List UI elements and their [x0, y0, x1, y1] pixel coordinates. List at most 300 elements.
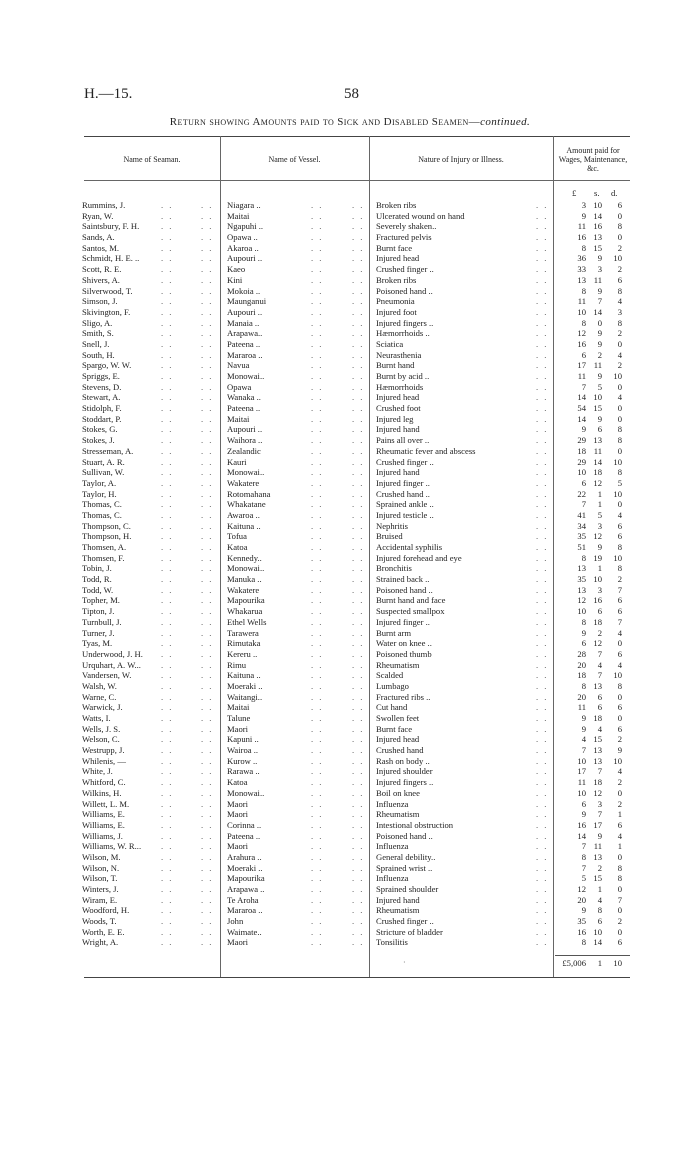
vessel-name: Waihora .. [227, 435, 263, 446]
vessel-name: Waimate.. [227, 926, 262, 937]
leader-dots: . . [352, 627, 365, 638]
amount-shillings: 3 [597, 798, 602, 809]
amount-pounds: 10 [577, 306, 586, 317]
injury-description: Burnt hand [376, 360, 415, 371]
amount-pence: 6 [617, 648, 622, 659]
amount-pounds: 16 [577, 338, 586, 349]
amount-pounds: 18 [577, 670, 586, 681]
amount-pence: 0 [617, 499, 622, 510]
leader-dots: . . [161, 691, 174, 702]
amount-shillings: 14 [593, 210, 602, 221]
amount-shillings: 15 [593, 403, 602, 414]
header-amount-paid: Amount paid for Wages, Maintenance, &c. [558, 145, 628, 173]
seaman-name: Williams, E. [82, 809, 125, 820]
amount-pence: 5 [617, 477, 622, 488]
amount-pence: 4 [617, 509, 622, 520]
amount-pounds: 3 [581, 200, 586, 210]
seaman-name: Snell, J. [82, 338, 110, 349]
leader-dots: . . [311, 777, 324, 788]
table-row [0, 221, 700, 232]
seaman-name: Schmidt, H. E. .. [82, 253, 140, 264]
table-row [0, 253, 700, 264]
seaman-name: Whilenis, — [82, 755, 126, 766]
leader-dots: . . [201, 242, 214, 253]
seaman-name: Taylor, A. [82, 477, 117, 488]
leader-dots: . . [352, 809, 365, 820]
injury-description: Injured head [376, 392, 420, 403]
amount-pounds: 20 [577, 659, 586, 670]
seaman-name: Woods, T. [82, 916, 117, 927]
vessel-name: Manaia .. [227, 317, 260, 328]
leader-dots: . . [311, 467, 324, 478]
leader-dots: . . [201, 766, 214, 777]
amount-pounds: 9 [581, 723, 586, 734]
leader-dots: . . [536, 253, 549, 264]
leader-dots: . . [311, 274, 324, 285]
vessel-name: Mokoia .. [227, 285, 261, 296]
leader-dots: . . [201, 413, 214, 424]
leader-dots: . . [161, 723, 174, 734]
leader-dots: . . [161, 830, 174, 841]
leader-dots: . . [352, 552, 365, 563]
table-row [0, 360, 700, 371]
injury-description: Rash on body .. [376, 755, 430, 766]
injury-description: Ulcerated wound on hand [376, 210, 465, 221]
leader-dots: . . [201, 627, 214, 638]
leader-dots: . . [536, 638, 549, 649]
leader-dots: . . [536, 713, 549, 723]
amount-pounds: 18 [577, 445, 586, 456]
amount-shillings: 16 [593, 221, 602, 232]
leader-dots: . . [161, 531, 174, 542]
amount-pence: 0 [617, 445, 622, 456]
injury-description: Stricture of bladder [376, 926, 443, 937]
leader-dots: . . [201, 798, 214, 809]
leader-dots: . . [536, 488, 549, 499]
amount-shillings: 13 [593, 435, 602, 446]
injury-description: Crushed hand .. [376, 488, 430, 499]
amount-pence: 0 [617, 713, 622, 723]
leader-dots: . . [161, 306, 174, 317]
injury-description: Injured fingers .. [376, 317, 434, 328]
unit-pence: d. [611, 188, 618, 198]
leader-dots: . . [352, 713, 365, 723]
leader-dots: . . [352, 670, 365, 681]
leader-dots: . . [352, 606, 365, 617]
amount-pence: 0 [617, 851, 622, 862]
leader-dots: . . [536, 477, 549, 488]
seaman-name: Simson, J. [82, 296, 118, 307]
leader-dots: . . [352, 702, 365, 713]
leader-dots: . . [311, 232, 324, 243]
amount-pence: 10 [613, 552, 622, 563]
amount-pence: 8 [617, 467, 622, 478]
amount-pence: 6 [617, 702, 622, 713]
leader-dots: . . [161, 659, 174, 670]
table-top-rule [84, 136, 630, 137]
leader-dots: . . [352, 413, 365, 424]
amount-pence: 7 [617, 584, 622, 595]
vessel-name: Pateena .. [227, 403, 261, 414]
leader-dots: . . [201, 606, 214, 617]
amount-pounds: 8 [581, 680, 586, 691]
table-row [0, 916, 700, 927]
leader-dots: . . [201, 691, 214, 702]
table-row [0, 628, 700, 639]
injury-description: Intestional obstruction [376, 819, 454, 830]
table-row [0, 286, 700, 297]
leader-dots: . . [352, 200, 365, 210]
leader-dots: . . [311, 488, 324, 499]
amount-shillings: 2 [597, 627, 602, 638]
amount-shillings: 18 [593, 777, 602, 788]
leader-dots: . . [352, 766, 365, 777]
leader-dots: . . [311, 745, 324, 756]
table-row [0, 553, 700, 564]
amount-shillings: 0 [597, 317, 602, 328]
table-row [0, 392, 700, 403]
leader-dots: . . [536, 702, 549, 713]
injury-description: Nephritis [376, 520, 408, 531]
amount-shillings: 7 [597, 809, 602, 820]
leader-dots: . . [161, 360, 174, 371]
amount-pounds: 16 [577, 232, 586, 243]
amount-pounds: 9 [581, 424, 586, 435]
leader-dots: . . [201, 841, 214, 852]
amount-pence: 6 [617, 274, 622, 285]
table-row [0, 296, 700, 307]
leader-dots: . . [201, 916, 214, 927]
leader-dots: . . [352, 328, 365, 339]
seaman-name: Rummins, J. [82, 200, 126, 210]
leader-dots: . . [311, 242, 324, 253]
amount-shillings: 4 [597, 894, 602, 905]
table-row [0, 382, 700, 393]
leader-dots: . . [536, 584, 549, 595]
vessel-name: Mapourika [227, 595, 265, 606]
leader-dots: . . [311, 424, 324, 435]
leader-dots: . . [352, 584, 365, 595]
leader-dots: . . [311, 595, 324, 606]
injury-description: Injured finger .. [376, 616, 430, 627]
injury-description: Broken ribs [376, 200, 417, 210]
leader-dots: . . [161, 841, 174, 852]
injury-description: Sprained wrist .. [376, 862, 433, 873]
amount-pence: 4 [617, 392, 622, 403]
amount-shillings: 11 [593, 841, 602, 852]
vessel-name: Rarawa .. [227, 766, 260, 777]
amount-pence: 6 [617, 819, 622, 830]
leader-dots: . . [536, 520, 549, 531]
leader-dots: . . [352, 777, 365, 788]
leader-dots: . . [352, 819, 365, 830]
leader-dots: . . [201, 306, 214, 317]
leader-dots: . . [536, 841, 549, 852]
injury-description: Sciatica [376, 338, 404, 349]
injury-description: Neurasthenia [376, 349, 422, 360]
leader-dots: . . [201, 616, 214, 627]
seaman-name: Thomsen, A. [82, 542, 127, 552]
seaman-name: Williams, E. [82, 819, 125, 830]
amount-shillings: 13 [593, 851, 602, 862]
leader-dots: . . [536, 766, 549, 777]
leader-dots: . . [161, 670, 174, 681]
leader-dots: . . [201, 595, 214, 606]
leader-dots: . . [161, 595, 174, 606]
vessel-name: Te Aroha [227, 894, 259, 905]
leader-dots: . . [201, 659, 214, 670]
leader-dots: . . [311, 648, 324, 659]
amount-shillings: 12 [593, 787, 602, 798]
leader-dots: . . [311, 819, 324, 830]
leader-dots: . . [161, 627, 174, 638]
leader-dots: . . [352, 616, 365, 627]
injury-description: Rheumatic fever and abscess [376, 445, 476, 456]
leader-dots: . . [161, 873, 174, 884]
amount-pounds: 8 [581, 616, 586, 627]
amount-shillings: 6 [597, 702, 602, 713]
injury-description: Injured head [376, 253, 420, 264]
leader-dots: . . [201, 574, 214, 585]
leader-dots: . . [201, 542, 214, 552]
leader-dots: . . [161, 403, 174, 414]
leader-dots: . . [352, 734, 365, 745]
leader-dots: . . [352, 905, 365, 916]
injury-description: Crushed foot [376, 403, 421, 414]
amount-pounds: 14 [577, 392, 586, 403]
vessel-name: Katoa [227, 777, 248, 788]
leader-dots: . . [352, 296, 365, 307]
vessel-name: Kennedy.. [227, 552, 262, 563]
injury-description: Swollen feet [376, 713, 420, 723]
leader-dots: . . [311, 937, 324, 948]
vessel-name: Aupouri .. [227, 306, 263, 317]
leader-dots: . . [161, 713, 174, 723]
leader-dots: . . [311, 456, 324, 467]
amount-pence: 6 [617, 520, 622, 531]
leader-dots: . . [201, 755, 214, 766]
vessel-name: Wakatere [227, 584, 260, 595]
table-row [0, 777, 700, 788]
table-row [0, 243, 700, 254]
amount-shillings: 14 [593, 937, 602, 948]
amount-pounds: 16 [577, 819, 586, 830]
table-row [0, 756, 700, 767]
injury-description: Injured shoulder [376, 766, 433, 777]
amount-pounds: 11 [577, 371, 586, 381]
amount-pounds: 8 [581, 937, 586, 948]
seaman-name: Scott, R. E. [82, 264, 122, 275]
amount-pence: 0 [617, 638, 622, 649]
injury-description: Accidental syphilis [376, 542, 443, 552]
leader-dots: . . [536, 531, 549, 542]
amount-pence: 6 [617, 606, 622, 617]
injury-description: Suspected smallpox [376, 606, 445, 617]
leader-dots: . . [536, 809, 549, 820]
amount-pounds: 8 [581, 242, 586, 253]
amount-pounds: 7 [581, 745, 586, 756]
amount-pounds: 17 [577, 360, 586, 371]
seaman-name: Stoddart, P. [82, 413, 122, 424]
leader-dots: . . [161, 296, 174, 307]
injury-description: Burnt face [376, 242, 413, 253]
amount-pence: 4 [617, 830, 622, 841]
vessel-name: Wakatere [227, 477, 260, 488]
amount-shillings: 15 [593, 734, 602, 745]
vessel-name: Monowai.. [227, 371, 265, 381]
leader-dots: . . [161, 200, 174, 210]
leader-dots: . . [311, 830, 324, 841]
seaman-name: Todd, R. [82, 574, 112, 585]
vessel-name: Navua [227, 360, 250, 371]
leader-dots: . . [536, 285, 549, 296]
vessel-name: Kauri [227, 456, 247, 467]
amount-shillings: 12 [593, 477, 602, 488]
leader-dots: . . [536, 338, 549, 349]
amount-pence: 2 [617, 328, 622, 339]
vessel-name: Ethel Wells [227, 616, 267, 627]
injury-description: Injured head [376, 734, 420, 745]
leader-dots: . . [201, 713, 214, 723]
leader-dots: . . [311, 766, 324, 777]
leader-dots: . . [536, 745, 549, 756]
amount-pence: 0 [617, 691, 622, 702]
leader-dots: . . [311, 552, 324, 563]
vessel-name: Corinna .. [227, 819, 262, 830]
leader-dots: . . [311, 627, 324, 638]
leader-dots: . . [536, 627, 549, 638]
vessel-name: Maitai [227, 702, 250, 713]
table-row [0, 328, 700, 339]
leader-dots: . . [161, 894, 174, 905]
seaman-name: Winters, J. [82, 884, 119, 894]
leader-dots: . . [201, 435, 214, 446]
leader-dots: . . [352, 424, 365, 435]
leader-dots: . . [536, 509, 549, 520]
leader-dots: . . [536, 232, 549, 243]
leader-dots: . . [201, 905, 214, 916]
leader-dots: . . [536, 905, 549, 916]
leader-dots: . . [201, 328, 214, 339]
stray-mark: · [403, 958, 406, 967]
vessel-name: Moeraki .. [227, 680, 263, 691]
amount-pence: 2 [617, 360, 622, 371]
leader-dots: . . [161, 242, 174, 253]
vessel-name: Kurow .. [227, 755, 258, 766]
injury-description: Tonsilitis [376, 937, 408, 948]
table-body [0, 200, 700, 948]
leader-dots: . . [201, 232, 214, 243]
leader-dots: . . [311, 210, 324, 221]
amount-pence: 0 [617, 381, 622, 392]
injury-description: Rheumatism [376, 809, 420, 820]
vessel-name: Kini [227, 274, 243, 285]
injury-description: Burnt face [376, 723, 413, 734]
leader-dots: . . [352, 851, 365, 862]
vessel-name: Rimu [227, 659, 247, 670]
leader-dots: . . [201, 338, 214, 349]
leader-dots: . . [201, 264, 214, 275]
amount-pounds: 6 [581, 477, 586, 488]
vessel-name: Arahura .. [227, 851, 262, 862]
amount-shillings: 6 [597, 916, 602, 927]
leader-dots: . . [311, 264, 324, 275]
table-row [0, 446, 700, 457]
leader-dots: . . [201, 937, 214, 948]
amount-pounds: 36 [577, 253, 586, 264]
leader-dots: . . [352, 873, 365, 884]
amount-shillings: 13 [593, 232, 602, 243]
seaman-name: Tipton, J. [82, 606, 115, 617]
amount-shillings: 9 [597, 328, 602, 339]
leader-dots: . . [311, 360, 324, 371]
table-row [0, 745, 700, 756]
table-row [0, 820, 700, 831]
leader-dots: . . [201, 563, 214, 574]
seaman-name: Shivers, A. [82, 274, 120, 285]
vessel-name: Waitangi.. [227, 691, 263, 702]
leader-dots: . . [161, 563, 174, 574]
leader-dots: . . [311, 296, 324, 307]
leader-dots: . . [536, 456, 549, 467]
injury-description: Burnt hand and face [376, 595, 446, 606]
seaman-name: Stuart, A. R. [82, 456, 125, 467]
leader-dots: . . [161, 745, 174, 756]
leader-dots: . . [311, 851, 324, 862]
leader-dots: . . [352, 542, 365, 552]
vessel-name: Aupouri .. [227, 424, 263, 435]
leader-dots: . . [161, 552, 174, 563]
leader-dots: . . [311, 905, 324, 916]
amount-pounds: 54 [577, 403, 586, 414]
leader-dots: . . [161, 916, 174, 927]
leader-dots: . . [311, 862, 324, 873]
leader-dots: . . [311, 670, 324, 681]
injury-description: Scalded [376, 670, 404, 681]
leader-dots: . . [311, 403, 324, 414]
leader-dots: . . [536, 755, 549, 766]
leader-dots: . . [311, 734, 324, 745]
amount-pence: 7 [617, 616, 622, 627]
table-title [0, 116, 700, 128]
amount-pence: 4 [617, 349, 622, 360]
amount-shillings: 12 [593, 638, 602, 649]
leader-dots: . . [201, 467, 214, 478]
leader-dots: . . [311, 787, 324, 798]
amount-pounds: 10 [577, 606, 586, 617]
leader-dots: . . [536, 328, 549, 339]
table-row [0, 766, 700, 777]
leader-dots: . . [311, 306, 324, 317]
table-row [0, 670, 700, 681]
table-row [0, 200, 700, 211]
leader-dots: . . [352, 274, 365, 285]
amount-pence: 6 [617, 531, 622, 542]
amount-shillings: 4 [597, 659, 602, 670]
amount-pounds: 10 [577, 467, 586, 478]
leader-dots: . . [536, 926, 549, 937]
leader-dots: . . [201, 552, 214, 563]
injury-description: Sprained shoulder [376, 884, 439, 894]
amount-pounds: 7 [581, 841, 586, 852]
leader-dots: . . [161, 210, 174, 221]
injury-description: Cut hand [376, 702, 408, 713]
leader-dots: . . [536, 574, 549, 585]
amount-shillings: 13 [593, 755, 602, 766]
vessel-name: Akaroa .. [227, 242, 259, 253]
leader-dots: . . [201, 274, 214, 285]
leader-dots: . . [536, 734, 549, 745]
